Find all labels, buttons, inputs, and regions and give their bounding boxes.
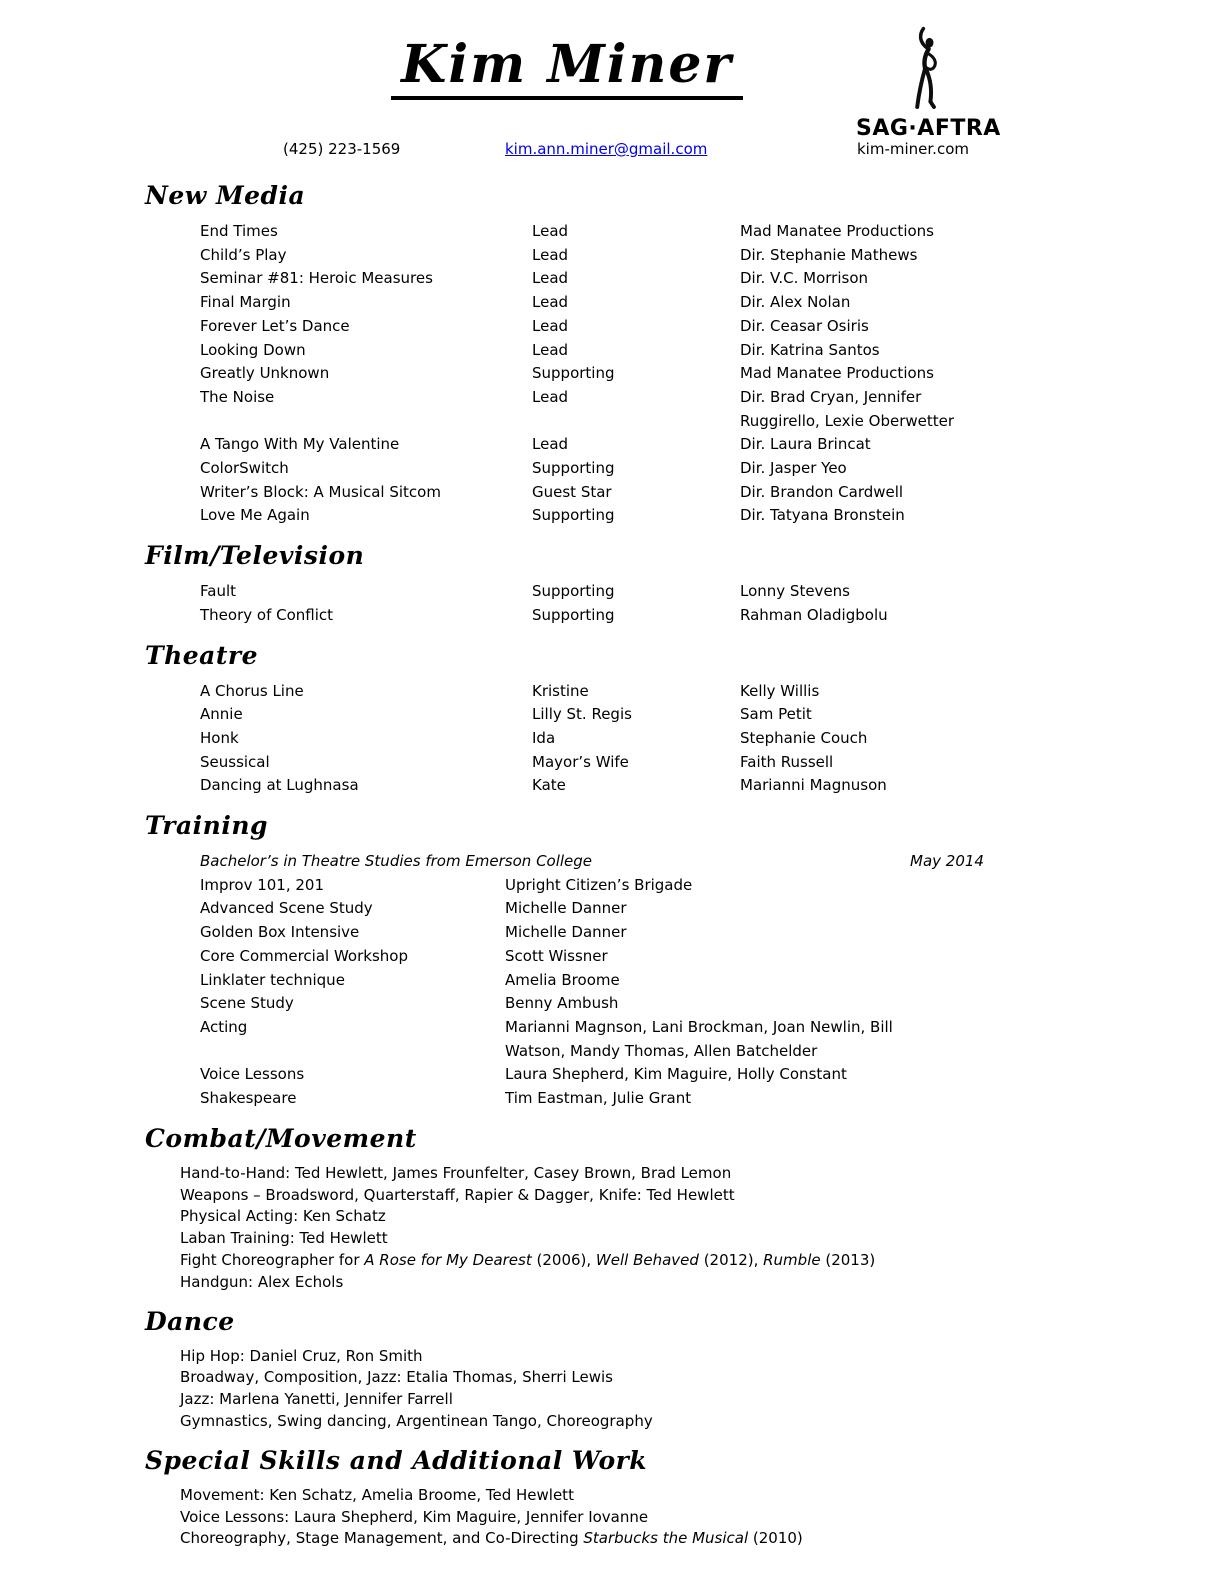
section-heading-theatre: Theatre (145, 640, 259, 670)
credit-role: Lead (532, 245, 569, 264)
credit-role: Kristine (532, 681, 589, 700)
plain-text: Handgun: Alex Echols (180, 1272, 344, 1291)
training-teacher: Michelle Danner (505, 899, 627, 918)
website-url: kim-miner.com (857, 140, 969, 158)
training-item: Shakespeare (200, 1089, 297, 1108)
italic-text: Starbucks the Musical (583, 1529, 749, 1548)
skill-line (180, 1206, 1224, 1228)
credit-company: Marianni Magnuson (740, 776, 887, 795)
training-teacher: Marianni Magnson, Lani Brockman, Joan Newlin, Bill Watson, Mandy Thomas, Allen Batchelder (505, 1017, 893, 1060)
plain-text: (2012), (698, 1250, 764, 1269)
credit-role: Lilly St. Regis (532, 705, 632, 724)
section-heading-combat-movement: Combat/Movement (145, 1123, 417, 1153)
italic-text: Well Behaved (595, 1250, 699, 1269)
plain-text: Gymnastics, Swing dancing, Argentinean Tango, Choreography (180, 1411, 653, 1430)
credit-role: Lead (532, 222, 569, 240)
credit-company: Dir. Jasper Yeo (740, 459, 847, 478)
credit-role: Lead (532, 435, 569, 454)
credit-role: Lead (532, 340, 569, 359)
credit-company: Stephanie Couch (740, 728, 868, 747)
credit-role: Supporting (532, 364, 615, 383)
skill-line (180, 1163, 1224, 1185)
skill-line (180, 1185, 1224, 1207)
credit-company: Sam Petit (740, 705, 812, 724)
italic-text: A Rose for My Dearest (364, 1250, 532, 1269)
credit-company: Mad Manatee Productions (740, 222, 934, 240)
credit-role: Supporting (532, 582, 615, 601)
training-teacher: Tim Eastman, Julie Grant (505, 1089, 692, 1108)
plain-text: Hip Hop: Daniel Cruz, Ron Smith (180, 1346, 423, 1365)
credit-title: ColorSwitch (200, 459, 289, 478)
credit-role: Lead (532, 316, 569, 335)
skill-line (180, 1507, 1224, 1529)
plain-text: Hand-to-Hand: Ted Hewlett, James Frounfelter, Casey Brown, Brad Lemon (180, 1163, 732, 1182)
plain-text: Physical Acting: Ken Schatz (180, 1207, 386, 1226)
credit-title: End Times (200, 222, 278, 240)
credit-company: Dir. Katrina Santos (740, 340, 880, 359)
credit-title: Greatly Unknown (200, 364, 330, 383)
skill-line (180, 1411, 1224, 1433)
credit-role: Lead (532, 293, 569, 312)
credit-company: Faith Russell (740, 752, 834, 771)
training-item: Improv 101, 201 (200, 875, 325, 894)
training-item: Acting (200, 1017, 248, 1036)
plain-text: Weapons – Broadsword, Quarterstaff, Rapier & Dagger, Knife: Ted Hewlett (180, 1185, 735, 1204)
page-title: Kim Miner (391, 34, 743, 100)
credit-title: Looking Down (200, 340, 306, 359)
plain-text: Fight Choreographer for (180, 1250, 365, 1269)
theatre-credits (200, 680, 1224, 799)
credit-title: Seminar #81: Heroic Measures (200, 269, 433, 288)
credit-role: Supporting (532, 506, 615, 525)
skill-line (180, 1346, 1224, 1368)
sag-aftra-dancer-icon (856, 26, 996, 114)
plain-text: (2010) (748, 1529, 803, 1548)
plain-text: Laban Training: Ted Hewlett (180, 1229, 388, 1248)
section-heading-new-media: New Media (145, 181, 306, 210)
credit-title: Forever Let’s Dance (200, 316, 350, 335)
credit-company: Dir. Alex Nolan (740, 293, 851, 312)
plain-text: (2006), (531, 1250, 596, 1269)
plain-text: Voice Lessons: Laura Shepherd, Kim Maguire, Jennifer Iovanne (180, 1507, 649, 1526)
credit-company: Mad Manatee Productions (740, 364, 934, 383)
credit-role: Lead (532, 269, 569, 288)
credit-role: Guest Star (532, 482, 612, 501)
special-skills-lines (180, 1485, 1224, 1550)
training-item: Golden Box Intensive (200, 923, 360, 942)
email-link[interactable]: kim.ann.miner@gmail.com (505, 140, 708, 158)
plain-text: (2013) (820, 1250, 876, 1269)
credit-company: Dir. Brandon Cardwell (740, 482, 904, 501)
credit-company: Dir. Brad Cryan, Jennifer Ruggirello, Lexie Oberwetter (740, 387, 955, 430)
credit-role: Supporting (532, 605, 615, 624)
credit-company: Lonny Stevens (740, 582, 850, 601)
plain-text: Choreography, Stage Management, and Co-Directing (180, 1529, 584, 1548)
training-teacher: Amelia Broome (505, 970, 620, 989)
plain-text: Jazz: Marlena Yanetti, Jennifer Farrell (180, 1390, 453, 1409)
training-teacher: Laura Shepherd, Kim Maguire, Holly Constant (505, 1065, 847, 1084)
plain-text: Movement: Ken Schatz, Amelia Broome, Ted Hewlett (180, 1485, 574, 1504)
credit-title: Annie (200, 705, 243, 724)
training-teacher: Benny Ambush (505, 994, 619, 1013)
credit-title: Child’s Play (200, 245, 287, 264)
credit-role: Lead (532, 387, 569, 406)
credit-title: Dancing at Lughnasa (200, 776, 359, 795)
training-teacher: Upright Citizen’s Brigade (505, 875, 693, 894)
new-media-credits (200, 220, 1224, 528)
credit-title: Seussical (200, 752, 270, 771)
credit-company: Dir. Ceasar Osiris (740, 316, 869, 335)
training-item: Voice Lessons (200, 1065, 305, 1084)
skill-line (180, 1272, 1224, 1294)
skill-line (180, 1228, 1224, 1250)
skill-line (180, 1485, 1224, 1507)
combat-movement-lines (180, 1163, 1224, 1294)
training-list (200, 874, 1224, 1111)
credit-title: Writer’s Block: A Musical Sitcom (200, 482, 441, 501)
training-item: Advanced Scene Study (200, 899, 373, 918)
credit-role: Ida (532, 728, 556, 747)
section-heading-special-skills: Special Skills and Additional Work (145, 1445, 648, 1475)
degree-date: May 2014 (910, 852, 984, 871)
credit-title: A Tango With My Valentine (200, 435, 400, 454)
credit-title: Fault (200, 582, 236, 601)
section-heading-training: Training (145, 811, 268, 841)
credit-company: Dir. Stephanie Mathews (740, 245, 918, 264)
credit-role: Supporting (532, 459, 615, 478)
degree-row (200, 850, 1224, 874)
credit-title: The Noise (200, 387, 275, 406)
skill-line (180, 1250, 1224, 1272)
plain-text: Broadway, Composition, Jazz: Etalia Thomas, Sherri Lewis (180, 1368, 613, 1387)
credit-company: Dir. V.C. Morrison (740, 269, 869, 288)
skill-line (180, 1528, 1224, 1550)
section-heading-film-television: Film/Television (145, 541, 365, 571)
italic-text: Rumble (763, 1250, 821, 1269)
header (0, 0, 1224, 141)
credit-company: Kelly Willis (740, 681, 820, 700)
skill-line (180, 1389, 1224, 1411)
training-teacher: Michelle Danner (505, 923, 627, 942)
credit-company: Dir. Laura Brincat (740, 435, 871, 454)
training-teacher: Scott Wissner (505, 946, 608, 965)
credit-title: Love Me Again (200, 506, 310, 525)
credit-company: Rahman Oladigbolu (740, 605, 888, 624)
skill-line (180, 1367, 1224, 1389)
credit-role: Kate (532, 776, 566, 795)
phone-number: (425) 223-1569 (283, 140, 401, 158)
credit-company: Dir. Tatyana Bronstein (740, 506, 905, 525)
credit-role: Mayor’s Wife (532, 752, 629, 771)
credit-title: Honk (200, 728, 239, 747)
contact-row (0, 140, 1224, 168)
training-item: Scene Study (200, 994, 294, 1013)
sag-aftra-logo (856, 26, 1001, 141)
film-television-credits (200, 580, 1224, 627)
credit-title: Final Margin (200, 293, 291, 312)
section-heading-dance: Dance (145, 1306, 235, 1336)
degree-text: Bachelor’s in Theatre Studies from Emerson College (200, 852, 593, 871)
sag-aftra-label: SAG·AFTRA (856, 116, 1001, 141)
dance-lines (180, 1346, 1224, 1433)
training-item: Linklater technique (200, 970, 345, 989)
credit-title: Theory of Conflict (200, 605, 334, 624)
credit-title: A Chorus Line (200, 681, 304, 700)
training-item: Core Commercial Workshop (200, 946, 408, 965)
